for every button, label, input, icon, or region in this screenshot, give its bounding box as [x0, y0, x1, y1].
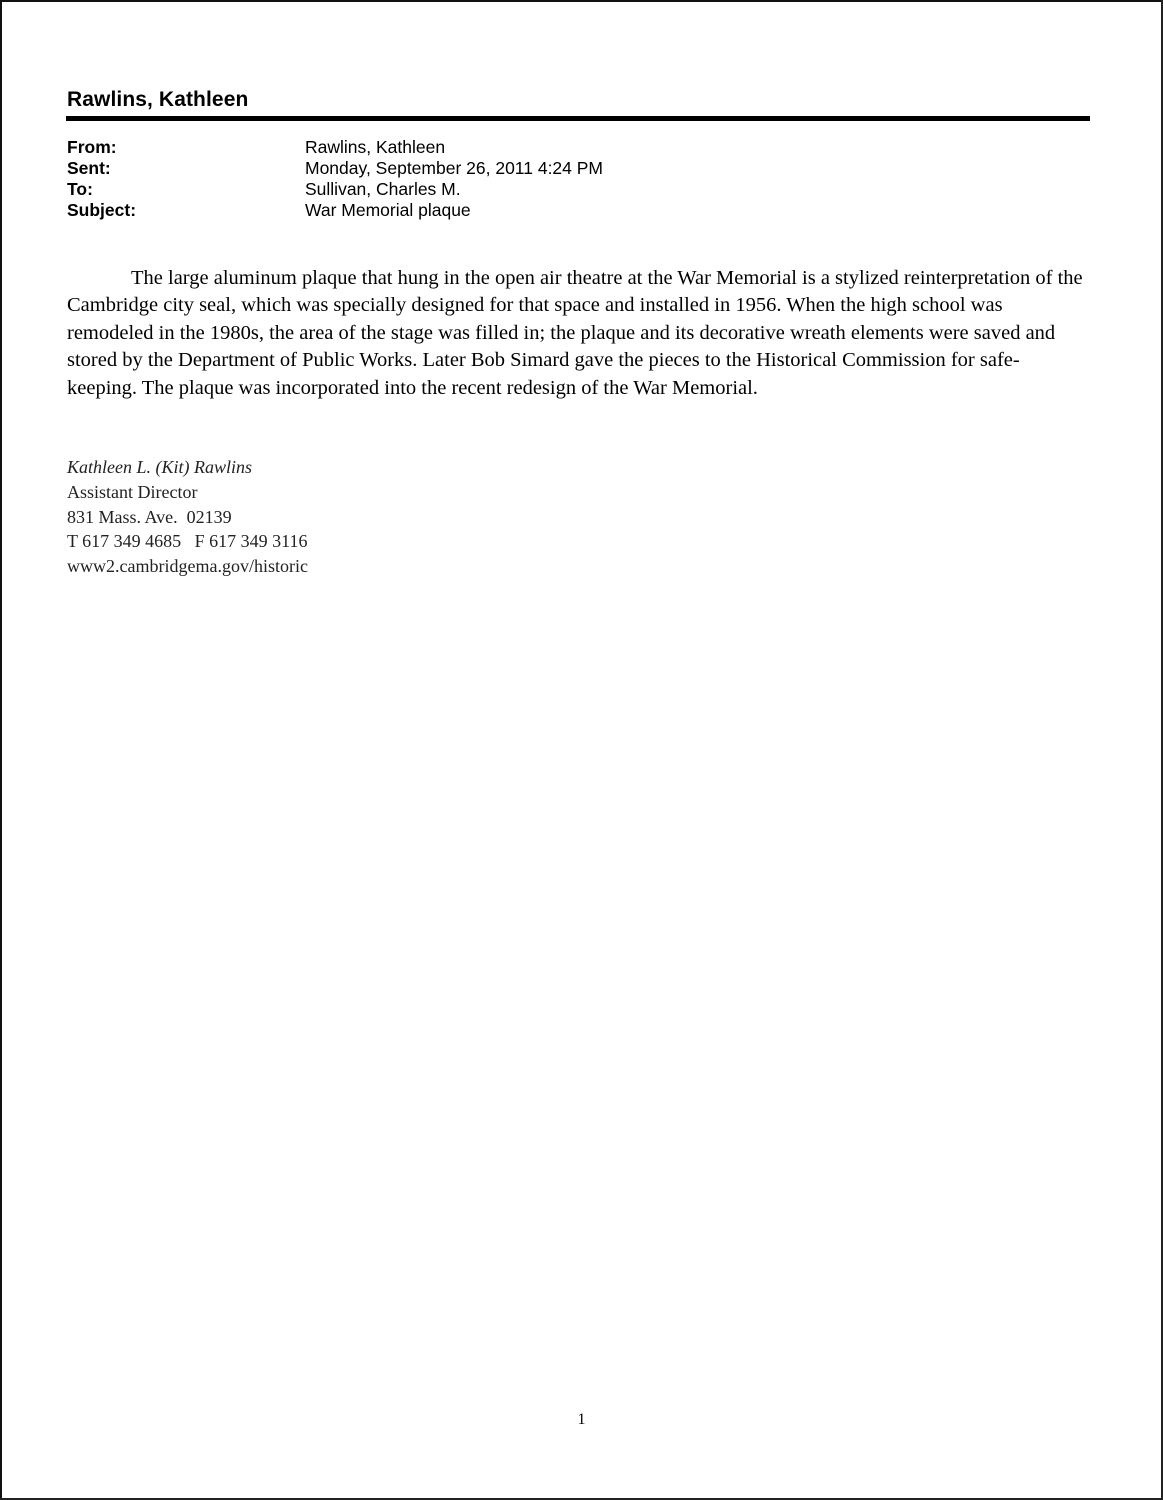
signature-block [67, 455, 308, 579]
sent-value: Monday, September 26, 2011 4:24 PM [305, 158, 604, 178]
from-label: From: [67, 137, 117, 157]
sent-label: Sent: [67, 158, 111, 178]
header-row-sent [67, 158, 967, 179]
signature-website: www2.cambridgema.gov/historic [67, 556, 308, 577]
to-label: To: [67, 179, 93, 199]
sender-title: Rawlins, Kathleen [67, 88, 249, 111]
from-value: Rawlins, Kathleen [305, 137, 446, 157]
email-body: The large aluminum plaque that hung in the open air theatre at the War Memorial is a stylized reinterpretation of the Cambridge city seal, which was specially designed for that space and installed in 1956. When the high school was remodeled in the 1980s, the area of the stage was filled in; the plaque and its decorative wreath elements were saved and stored by the Department of Public Works. Later Bob Simard gave the pieces to the Historical Commission for safe-keeping. The plaque was incorporated into the recent redesign of the War Memorial. [67, 267, 1083, 399]
header-row-from [67, 137, 967, 158]
signature-address: 831 Mass. Ave. 02139 [67, 506, 232, 527]
subject-label: Subject: [67, 200, 137, 220]
scan-border-left [0, 0, 2, 1500]
subject-value: War Memorial plaque [305, 200, 471, 220]
to-value: Sullivan, Charles M. [305, 179, 461, 199]
scan-border-top [0, 0, 1163, 2]
signature-title: Assistant Director [67, 481, 198, 502]
title-divider [66, 116, 1090, 121]
header-row-to [67, 179, 967, 200]
page-number: 1 [577, 1411, 586, 1428]
email-header-block [67, 137, 967, 221]
header-row-subject [67, 200, 967, 221]
signature-phone-fax: T 617 349 4685 F 617 349 3116 [67, 531, 308, 552]
signature-name: Kathleen L. (Kit) Rawlins [67, 457, 253, 477]
